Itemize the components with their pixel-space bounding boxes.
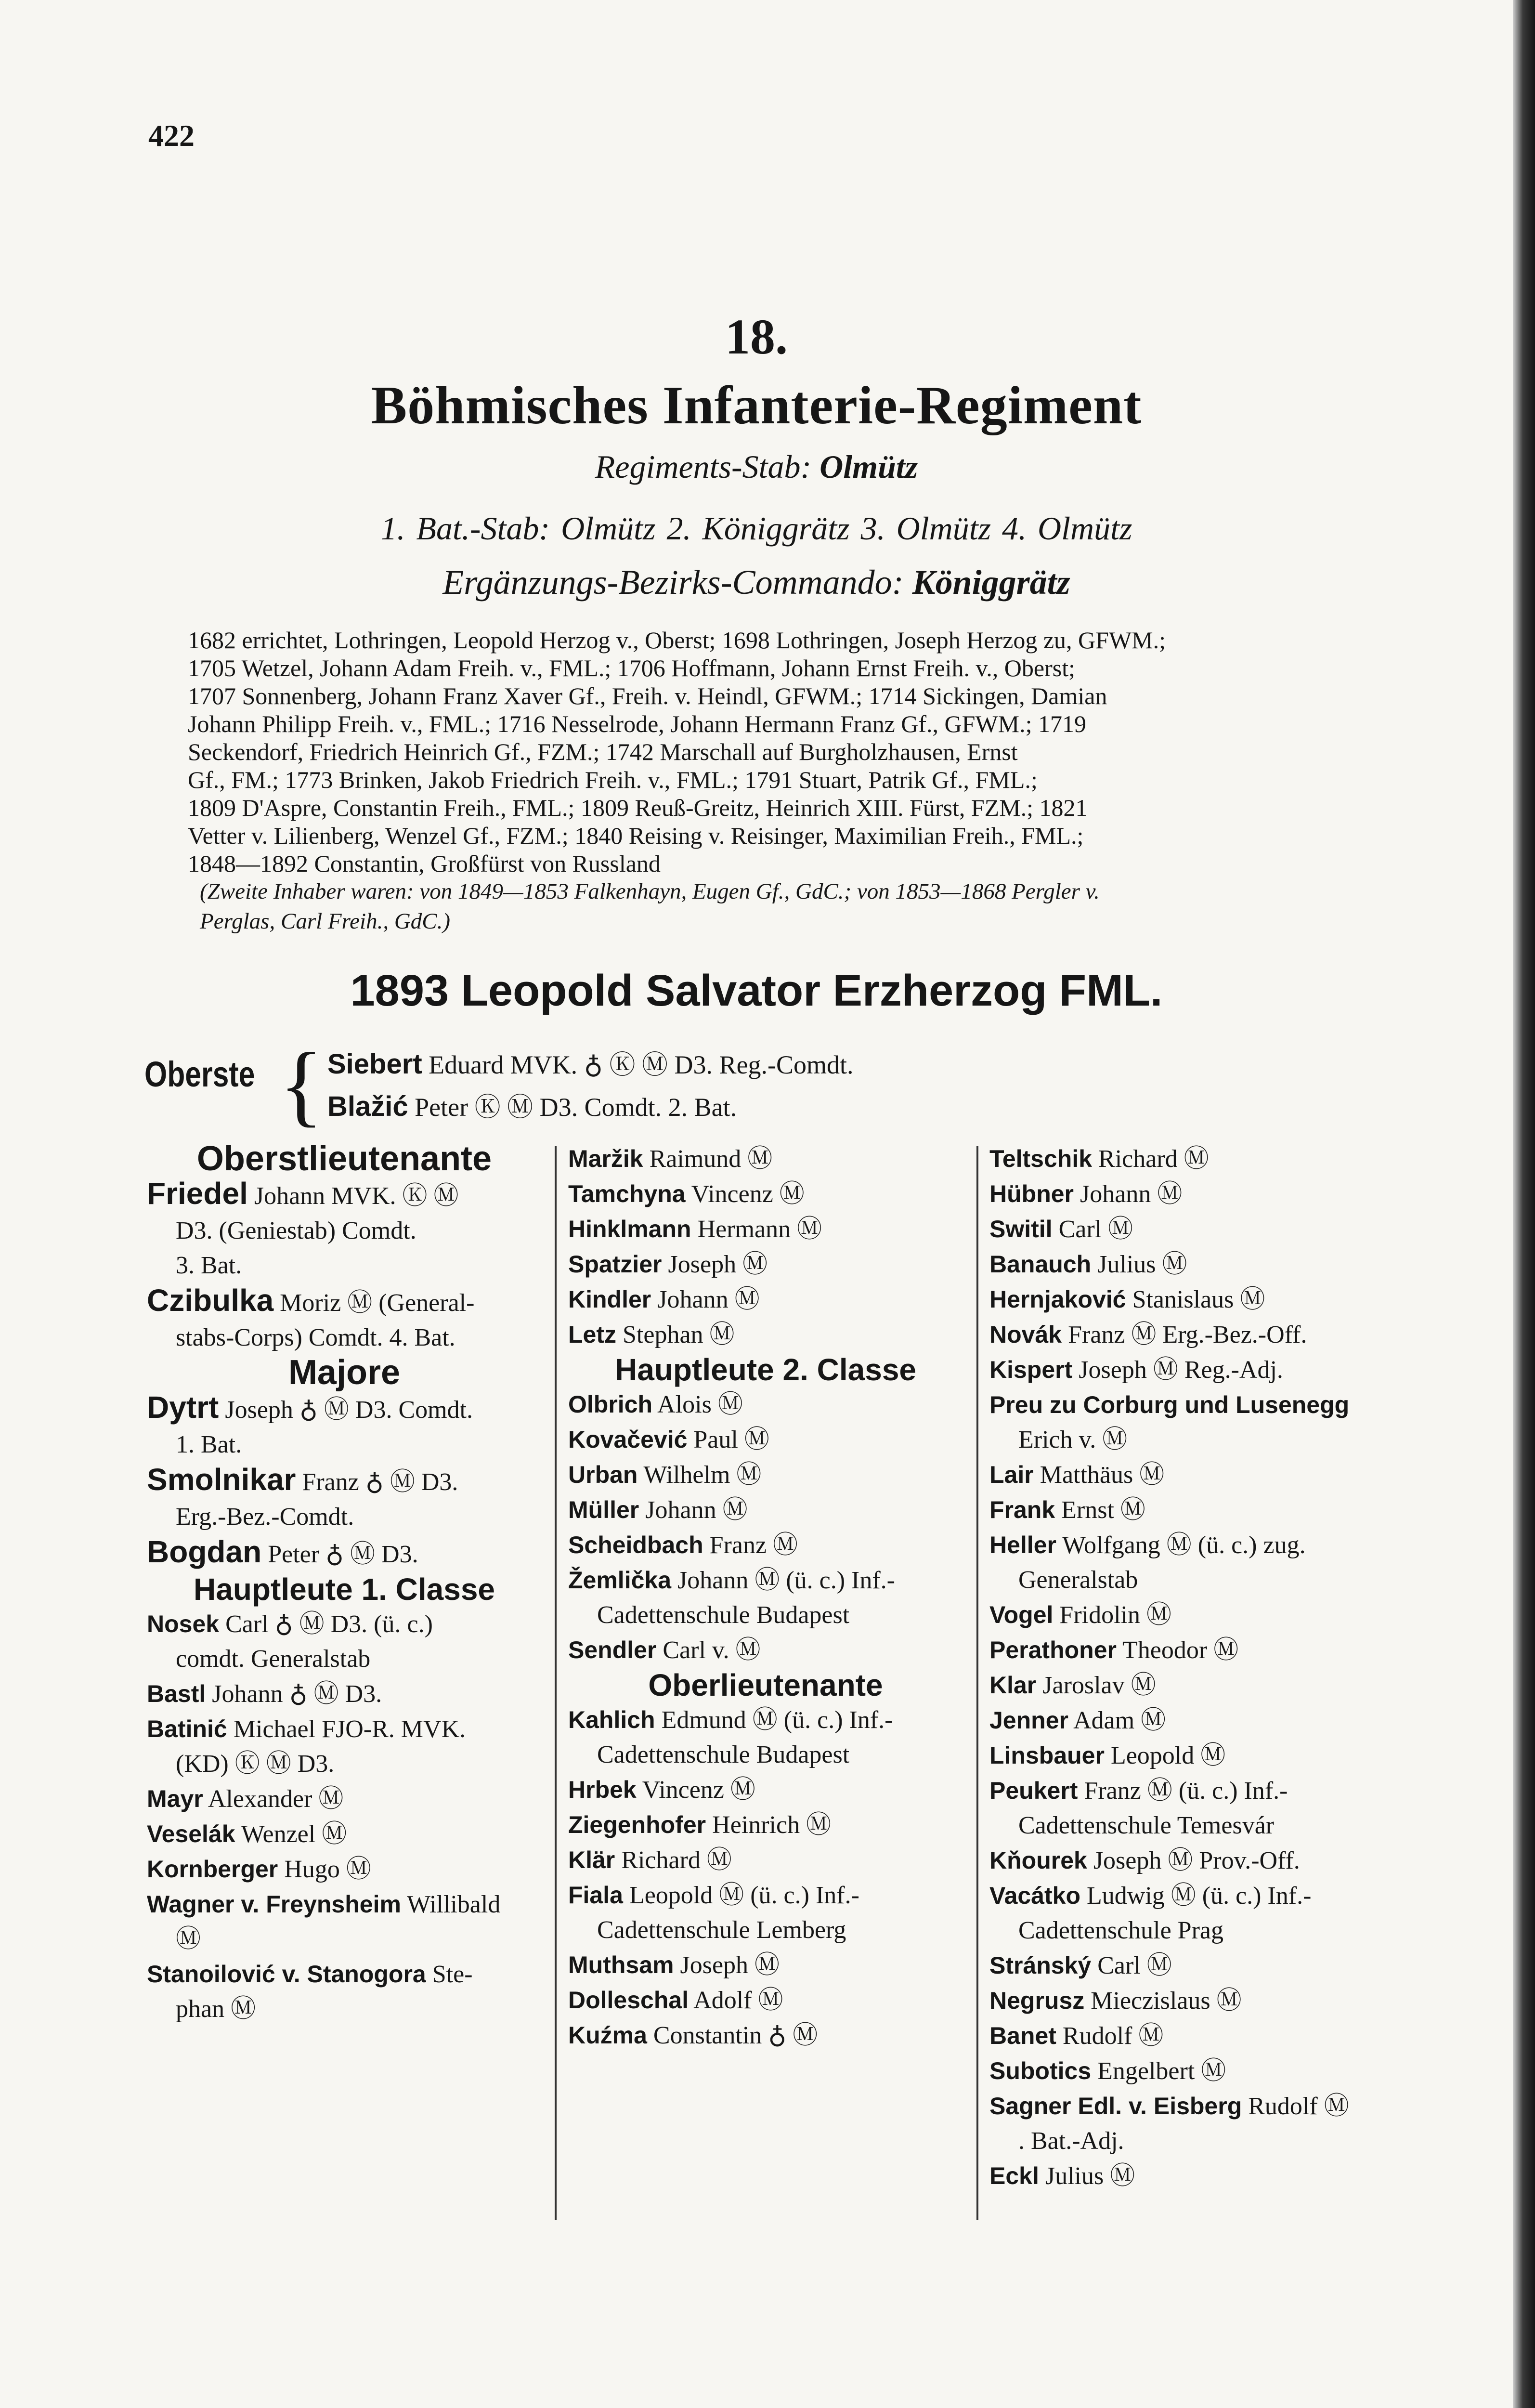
officer-entry [568, 1843, 963, 1878]
officer-details: Mieczislaus Ⓜ [1084, 1987, 1242, 2015]
officer-name: Dolleschal [568, 1987, 689, 2014]
history-line: 1848—1892 Constantin, Großfürst von Russland [188, 850, 661, 877]
officer-details: Johann ♁ Ⓜ D3. [206, 1680, 382, 1708]
officer-name: Kovačević [568, 1426, 688, 1453]
officer-name: Switil [989, 1216, 1053, 1243]
officer-entry [147, 1176, 542, 1283]
officer-name: Hrbek [568, 1776, 637, 1803]
officer-name: Czibulka [147, 1283, 274, 1318]
officer-details: Peter Ⓚ Ⓜ D3. Comdt. 2. Bat. [415, 1093, 737, 1122]
officer-entry [989, 1528, 1389, 1597]
officer-name: Muthsam [568, 1951, 674, 1978]
officer-details-cont: . Bat.-Adj. [1018, 2127, 1124, 2155]
officer-entry [989, 1317, 1389, 1352]
officer-details: Adam Ⓜ [1068, 1707, 1166, 1734]
officer-entry [568, 1702, 963, 1772]
officer-details: Johann MVK. Ⓚ Ⓜ [247, 1182, 459, 1210]
officer-name: Kňourek [989, 1847, 1087, 1874]
officer-name: Blažić [327, 1091, 408, 1122]
officer-entry [989, 1878, 1389, 1948]
officer-entry [989, 1738, 1389, 1773]
oberst-entry [327, 1086, 737, 1124]
officer-entry [989, 1387, 1389, 1457]
officer-details-cont: Erg.-Bez.-Comdt. [176, 1503, 354, 1531]
officer-entry [989, 1843, 1389, 1878]
officer-details: Vincenz Ⓜ [636, 1776, 755, 1804]
officer-details: Rudolf Ⓜ [1242, 2093, 1349, 2120]
officer-details: Matthäus Ⓜ [1033, 1461, 1165, 1489]
officer-details-cont: Generalstab [1018, 1566, 1138, 1594]
column-divider [976, 1146, 978, 2220]
recruit-label: Ergänzungs-Bezirks-Commando: [442, 563, 904, 602]
regiment-history [188, 626, 1392, 877]
section-heading: Oberstlieutenante [196, 1139, 492, 1178]
officer-details: Wolfgang Ⓜ (ü. c.) zug. [1056, 1531, 1306, 1559]
officer-entry [989, 2054, 1389, 2089]
officer-entry [147, 1817, 542, 1852]
officer-entry [989, 2018, 1389, 2054]
officer-name: Kahlich [568, 1706, 655, 1733]
officer-name: Banet [989, 2022, 1056, 2049]
officer-entry [989, 1352, 1389, 1387]
officer-details: Julius Ⓜ [1039, 2162, 1135, 2190]
history-line: 1809 D'Aspre, Constantin Freih., FML.; 1809 Reuß-Greitz, Heinrich XIII. Fürst, FZM.; 1821 [188, 794, 1088, 821]
officer-details: Johann Ⓜ [651, 1286, 760, 1313]
officer-details-cont: phan Ⓜ [176, 1995, 256, 2023]
second-owner-line: Perglas, Carl Freih., GdC.) [200, 909, 451, 934]
officer-name: Spatzier [568, 1251, 662, 1278]
officer-entry [147, 1852, 542, 1887]
officer-details: Julius Ⓜ [1091, 1251, 1187, 1278]
history-line: 1707 Sonnenberg, Johann Franz Xaver Gf., Freih. v. Heindl, GFWM.; 1714 Sickingen, Damian [188, 682, 1107, 709]
history-line: Gf., FM.; 1773 Brinken, Jakob Friedrich Freih. v., FML.; 1791 Stuart, Patrik Gf., FML.; [188, 766, 1038, 793]
officer-details: Leopold Ⓜ [1104, 1742, 1226, 1769]
officer-entry [568, 1141, 963, 1177]
officer-details: Alexander Ⓜ [203, 1785, 344, 1813]
officer-details: Constantin ♁ Ⓜ [647, 2022, 818, 2049]
officer-entry [989, 1633, 1389, 1668]
officer-entry [147, 1390, 542, 1462]
majore-list [147, 1390, 542, 1572]
officer-details-cont: stabs-Corps) Comdt. 4. Bat. [176, 1324, 455, 1351]
officer-details: Ernst Ⓜ [1055, 1496, 1145, 1524]
officer-entry [989, 1492, 1389, 1528]
officer-entry [147, 1534, 542, 1572]
officer-entry [989, 2089, 1389, 2159]
officer-name: Banauch [989, 1251, 1092, 1278]
page-number: 422 [148, 118, 195, 153]
officer-entry [568, 1457, 963, 1492]
officer-entry [568, 1633, 963, 1668]
oberlieutenante-continued-list [989, 1141, 1389, 2194]
officer-details: Alois Ⓜ [652, 1391, 743, 1418]
officer-name: Hinklmann [568, 1216, 691, 1243]
officer-details: Stephan Ⓜ [616, 1321, 735, 1348]
officer-entry [568, 1177, 963, 1212]
officer-details: Raimund Ⓜ [643, 1145, 773, 1173]
officer-entry [989, 1457, 1389, 1492]
brace: { [279, 1034, 324, 1136]
officer-details: Wenzel Ⓜ [235, 1820, 347, 1848]
officer-details: Franz Ⓜ (ü. c.) Inf.- [1078, 1777, 1288, 1805]
history-line: Seckendorf, Friedrich Heinrich Gf., FZM.; 1742 Marschall auf Burgholzhausen, Ernst [188, 738, 1018, 765]
officer-name: Dytrt [147, 1390, 219, 1425]
officer-details-cont: Ⓜ [176, 1925, 201, 1953]
officer-details: Johann Ⓜ (ü. c.) Inf.- [671, 1567, 895, 1594]
officer-entry [568, 1387, 963, 1422]
column-divider [555, 1146, 557, 2220]
officer-entry [989, 1177, 1389, 1212]
officer-name: Wagner v. Freynsheim [147, 1891, 401, 1918]
officer-details: Carl Ⓜ [1091, 1952, 1172, 1979]
officer-name: Maržik [568, 1145, 643, 1172]
officer-details: Carl v. Ⓜ [656, 1636, 761, 1664]
officer-name: Heller [989, 1531, 1056, 1558]
officer-details: Joseph Ⓜ Prov.-Off. [1087, 1847, 1300, 1874]
officer-entry [989, 1282, 1389, 1317]
officer-name: Linsbauer [989, 1742, 1105, 1769]
second-owner-line: (Zweite Inhaber waren: von 1849—1853 Falkenhayn, Eugen Gf., GdC.; von 1853—1868 Pergler v. [200, 879, 1100, 904]
officer-entry [989, 1597, 1389, 1633]
officer-entry [989, 1948, 1389, 1983]
officer-name: Subotics [989, 2057, 1092, 2084]
oberste-label: Oberste [144, 1054, 255, 1094]
officer-name: Klar [989, 1672, 1037, 1699]
history-line: Vetter v. Lilienberg, Wenzel Gf., FZM.; 1840 Reising v. Reisinger, Maximilian Freih., FML.; [188, 822, 1084, 849]
officer-details: Johann Ⓜ [1074, 1180, 1183, 1208]
oberlieutenante-list [568, 1702, 963, 2053]
officer-name: Hübner [989, 1180, 1074, 1207]
officer-entry [989, 1703, 1389, 1738]
officer-details: Rudolf Ⓜ [1056, 2022, 1164, 2050]
officer-name: Lair [989, 1461, 1034, 1488]
regiment-staff [0, 448, 1513, 486]
officer-details: Moriz Ⓜ (General- [273, 1289, 475, 1317]
section-heading: Majore [288, 1353, 401, 1392]
officer-entry [568, 1772, 963, 1807]
officer-details: Joseph ♁ Ⓜ D3. Comdt. [219, 1396, 473, 1424]
officer-name: Klär [568, 1846, 615, 1873]
officer-details: Franz Ⓜ Erg.-Bez.-Off. [1062, 1321, 1307, 1348]
officer-name: Mayr [147, 1785, 203, 1812]
officer-name: Hernjaković [989, 1286, 1126, 1313]
hauptleute-1-list [147, 1607, 542, 2027]
oberst-entry [327, 1044, 854, 1081]
officer-details: Vincenz Ⓜ [685, 1180, 805, 1208]
officer-details: Franz ♁ Ⓜ D3. [296, 1468, 458, 1496]
officer-details: Ste- [426, 1961, 473, 1988]
officer-name: Veselák [147, 1820, 235, 1847]
officer-details: Willibald [401, 1891, 501, 1918]
officer-details: Joseph Ⓜ Reg.-Adj. [1072, 1356, 1283, 1384]
staff-label: Regiments-Stab: [595, 448, 812, 485]
officer-name: Stanoilović v. Stanogora [147, 1961, 426, 1988]
officer-details: Theodor Ⓜ [1116, 1636, 1239, 1664]
officer-entry [568, 1247, 963, 1282]
officer-entry [989, 2159, 1389, 2194]
officer-entry [989, 1773, 1389, 1843]
column-left [147, 1141, 542, 2027]
officer-entry [147, 1283, 542, 1355]
officer-name: Ziegenhofer [568, 1811, 706, 1838]
officer-name: Vogel [989, 1601, 1054, 1628]
officer-details: Edmund Ⓜ (ü. c.) Inf.- [655, 1706, 893, 1734]
officer-name: Negrusz [989, 1987, 1085, 2014]
officer-name: Müller [568, 1496, 639, 1523]
officer-name: Kornberger [147, 1856, 278, 1883]
officer-details: Hugo Ⓜ [278, 1856, 371, 1883]
officer-entry [147, 1957, 542, 2027]
officer-details: Michael FJO-R. MVK. [227, 1715, 466, 1743]
officer-entry [568, 1422, 963, 1457]
officer-name: Batinić [147, 1715, 227, 1742]
officer-name: Bastl [147, 1680, 206, 1707]
officer-details-cont: Cadettenschule Temesvár [1018, 1812, 1275, 1839]
officer-name: Nosek [147, 1610, 220, 1637]
officer-name: Preu zu Corburg und Lusenegg [989, 1391, 1350, 1418]
officer-details: Wilhelm Ⓜ [637, 1461, 762, 1489]
section-heading: Hauptleute 2. Classe [615, 1352, 916, 1387]
officer-name: Kuźma [568, 2022, 647, 2049]
officer-entry [568, 1807, 963, 1843]
officer-details: Joseph Ⓜ [674, 1951, 780, 1979]
oberstlieutenante-list [147, 1176, 542, 1355]
officer-details: Leopold Ⓜ (ü. c.) Inf.- [623, 1882, 859, 1909]
officer-name: Urban [568, 1461, 638, 1488]
officer-entry [147, 1676, 542, 1712]
officer-name: Eckl [989, 2162, 1039, 2189]
officer-name: Sagner Edl. v. Eisberg [989, 2093, 1242, 2120]
officer-entry [147, 1781, 542, 1817]
officer-name: Tamchyna [568, 1180, 686, 1207]
officer-name: Teltschik [989, 1145, 1093, 1172]
hauptleute-1-continued-list [568, 1141, 963, 1352]
officer-entry [568, 2018, 963, 2053]
officer-entry [989, 1247, 1389, 1282]
officer-details: Adolf Ⓜ [689, 1987, 783, 2014]
officer-name: Stránský [989, 1952, 1092, 1979]
staff-location: Olmütz [820, 448, 918, 485]
officer-name: Sendler [568, 1636, 657, 1663]
officer-name: Smolnikar [147, 1462, 296, 1497]
officer-name: Žemlička [568, 1567, 672, 1594]
officer-details: Johann Ⓜ [639, 1496, 748, 1524]
officer-entry [147, 1712, 542, 1781]
officer-entry [568, 1528, 963, 1563]
regiment-number: 18. [725, 309, 788, 365]
officer-entry [147, 1462, 542, 1534]
officer-name: Scheidbach [568, 1531, 703, 1558]
officer-name: Novák [989, 1321, 1062, 1348]
officer-details-cont: D3. (Geniestab) Comdt. [176, 1217, 416, 1244]
officer-details-cont: Cadettenschule Prag [1018, 1917, 1223, 1944]
officer-entry [568, 1492, 963, 1528]
officer-details: Eduard MVK. ♁ Ⓚ Ⓜ D3. Reg.-Comdt. [429, 1050, 854, 1079]
section-heading: Oberlieutenante [648, 1668, 883, 1702]
officer-name: Jenner [989, 1707, 1068, 1734]
hauptleute-2-list [568, 1387, 963, 1668]
officer-name: Siebert [327, 1048, 422, 1080]
officer-details: Carl ♁ Ⓜ D3. (ü. c.) [219, 1610, 433, 1638]
officer-details: Jaroslav Ⓜ [1036, 1672, 1156, 1699]
officer-name: Kispert [989, 1356, 1073, 1383]
officer-details-cont: Cadettenschule Budapest [597, 1601, 850, 1629]
officer-entry [568, 1878, 963, 1948]
officer-details-cont: 1. Bat. [176, 1431, 242, 1458]
officer-name: Friedel [147, 1176, 248, 1211]
officer-details: Peter ♁ Ⓜ D3. [261, 1541, 418, 1568]
officer-details: Heinrich Ⓜ [706, 1811, 832, 1839]
officer-details: Fridolin Ⓜ [1053, 1601, 1172, 1629]
officer-details: Carl Ⓜ [1052, 1216, 1133, 1243]
regiment-owner: 1893 Leopold Salvator Erzherzog FML. [350, 966, 1163, 1015]
column-middle [568, 1141, 963, 2053]
page-edge-shadow [1513, 0, 1535, 2408]
officer-details-cont: (KD) Ⓚ Ⓜ D3. [176, 1750, 335, 1778]
officer-entry [989, 1983, 1389, 2018]
column-right [989, 1141, 1389, 2194]
officer-details: Ludwig Ⓜ (ü. c.) Inf.- [1080, 1882, 1312, 1910]
officer-details-cont: Cadettenschule Budapest [597, 1741, 850, 1768]
officer-entry [568, 1983, 963, 2018]
second-owners-note [200, 877, 1389, 936]
officer-name: Letz [568, 1321, 616, 1348]
officer-entry [147, 1607, 542, 1676]
officer-details-cont: Erich v. Ⓜ [1018, 1426, 1128, 1453]
battalion-staffs: 1. Bat.-Stab: Olmütz 2. Königgrätz 3. Olmütz 4. Olmütz [380, 510, 1132, 547]
officer-name: Vacátko [989, 1882, 1081, 1909]
history-line: Johann Philipp Freih. v., FML.; 1716 Nesselrode, Johann Hermann Franz Gf., GFWM.; 1719 [188, 710, 1087, 737]
officer-details: Hermann Ⓜ [691, 1216, 822, 1243]
officer-entry [989, 1212, 1389, 1247]
officer-name: Kindler [568, 1286, 651, 1313]
officer-entry [568, 1282, 963, 1317]
officer-details: Paul Ⓜ [687, 1426, 769, 1453]
officer-name: Perathoner [989, 1636, 1117, 1663]
recruit-location: Königgrätz [912, 563, 1070, 602]
officer-details-cont: 3. Bat. [176, 1252, 242, 1279]
officer-details: Richard Ⓜ [1092, 1145, 1209, 1173]
officer-details: Franz Ⓜ [703, 1531, 798, 1559]
recruitment-district [0, 563, 1513, 602]
officer-name: Olbrich [568, 1391, 653, 1418]
history-line: 1705 Wetzel, Johann Adam Freih. v., FML.; 1706 Hoffmann, Johann Ernst Freih. v., Oberst; [188, 654, 1075, 681]
officer-entry [147, 1887, 542, 1957]
section-heading: Hauptleute 1. Classe [194, 1572, 495, 1607]
officer-entry [568, 1317, 963, 1352]
officer-details: Richard Ⓜ [615, 1846, 732, 1874]
officer-entry [568, 1948, 963, 1983]
officer-name: Frank [989, 1496, 1055, 1523]
officer-entry [568, 1212, 963, 1247]
history-line: 1682 errichtet, Lothringen, Leopold Herzog v., Oberst; 1698 Lothringen, Joseph Herzog zu, GFWM.; [188, 627, 1166, 654]
officer-details-cont: comdt. Generalstab [176, 1645, 371, 1673]
officer-name: Peukert [989, 1777, 1078, 1804]
officer-name: Fiala [568, 1882, 623, 1909]
officer-details: Engelbert Ⓜ [1091, 2057, 1226, 2085]
officer-details-cont: Cadettenschule Lemberg [597, 1916, 846, 1944]
officer-name: Bogdan [147, 1534, 262, 1569]
regiment-title: Böhmisches Infanterie-Regiment [371, 376, 1142, 435]
officer-details: Stanislaus Ⓜ [1126, 1286, 1265, 1313]
officer-entry [568, 1563, 963, 1633]
officer-entry [989, 1668, 1389, 1703]
officer-entry [989, 1141, 1389, 1177]
officer-details: Joseph Ⓜ [662, 1251, 768, 1278]
